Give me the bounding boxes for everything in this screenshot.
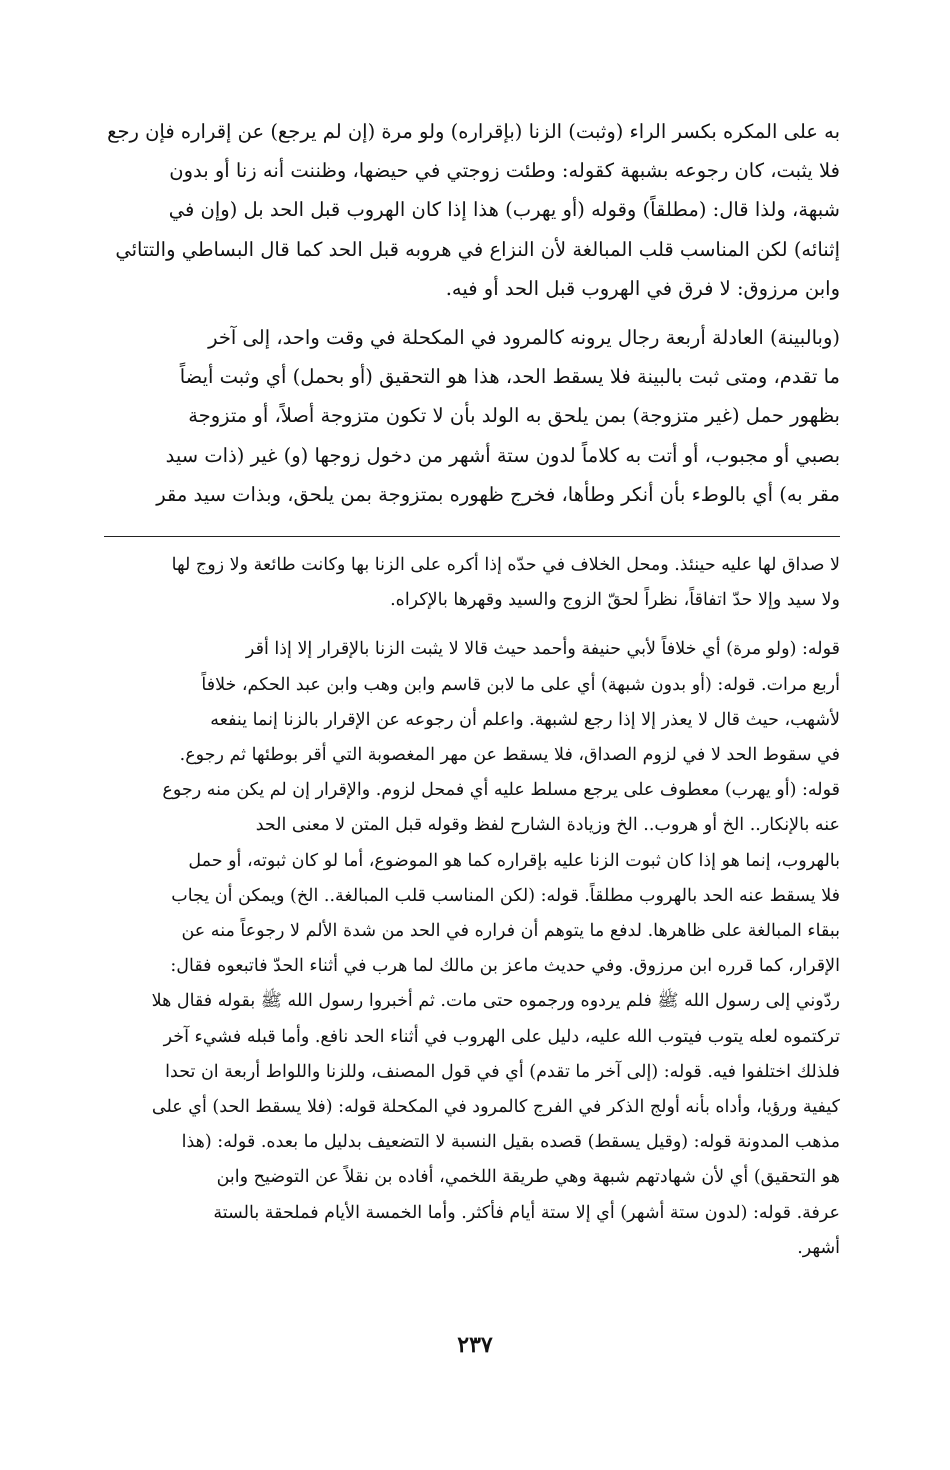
main-text [104, 112, 840, 514]
text-line: عنه بالإنكار.. الخ أو هروب.. الخ وزيادة الشارح لفظ وقوله قبل المتن لا معنى الحد [255, 815, 840, 836]
text-line: فلا يسقط عنه الحد بالهروب مطلقاً. قوله: (لكن المناسب قلب المبالغة.. الخ) ويمكن أن يجاب [171, 885, 840, 906]
text-line: قوله: (ولو مرة) أي خلافاً لأبي حنيفة وأحمد حيث قالا لا يثبت الزنا بالإقرار إلا إذا أقر [245, 639, 840, 660]
text-line: أشهر. [797, 1237, 840, 1258]
text-line: كيفية ورؤيا، وأداه بأنه أولج الذكر في الفرج كالمرود في المكحلة قوله: (فلا يسقط الحد) أي على [151, 1097, 840, 1118]
page-number: ٢٣٧ [457, 1332, 493, 1358]
text-line: به على المكره بكسر الراء (وثبت) الزنا (بإقراره) ولو مرة (إن لم يرجع) عن إقراره فإن رجع [107, 120, 840, 143]
text-line: هو التحقيق) أي لأن شهادتهم شبهة وهي طريقة اللخمي، أفاده بن نقلاً عن التوضيح وابن [216, 1167, 840, 1188]
text-line: ببقاء المبالغة على ظاهرها. لدفع ما يتوهم أن فراره في الحد من شدة الألم لا رجوعاً منه عن [181, 921, 840, 942]
text-line: ما تقدم، ومتى ثبت بالبينة فلا يسقط الحد، هذا هو التحقيق (أو بحمل) أي وثبت أيضاً [179, 365, 840, 389]
text-line: مذهب المدونة قوله: (وقيل يسقط) قصده بقيل النسبة لا التضعيف بدليل ما بعده. قوله: (هذا [181, 1132, 840, 1153]
text-line: مقر به) أي بالوطء بأن أنكر وطأها، فخرج ظهوره بمتزوجة بمن يلحق، وبذات سيد مقر [156, 482, 840, 506]
text-line: تركتموه لعله يتوب فيتوب الله عليه، دليل على الهروب في أثناء الحد نافع. وأما قبله فشيء آخر [163, 1026, 840, 1047]
text-line: شبهة، ولذا قال: (مطلقاً) وقوله (أو يهرب) هذا إذا كان الهروب قبل الحد بل (وإن في [168, 198, 840, 222]
commentary-text [104, 548, 840, 1266]
text-line: أربع مرات. قوله: (أو بدون شبهة) أي على ما لابن قاسم وابن وهب وابن عبد الحكم، خلافاً [201, 674, 840, 695]
text-line: (وبالبينة) العادلة أربعة رجال يرونه كالمرود في المكحلة في وقت واحد، إلى آخر [208, 326, 840, 350]
text-line: بظهور حمل (غير متزوجة) بمن يلحق به الولد بأن لا تكون متزوجة أصلاً، أو متزوجة [188, 404, 840, 428]
text-line: عرفة. قوله: (لدون ستة أشهر) أي إلا ستة أيام فأكثر. وأما الخمسة الأيام فملحقة بالستة [213, 1202, 840, 1223]
footnote-divider [104, 536, 840, 537]
text-line: فلا يثبت، كان رجوعه بشبهة كقوله: وطئت زوجتي في حيضها، وظننت أنه زنا أو بدون [169, 159, 840, 183]
text-line: فلذلك اختلفوا فيه. قوله: (إلى آخر ما تقدم) أي في قول المصنف، وللزنا واللواط أربعة ان تحدا [165, 1061, 840, 1082]
text-line: بصبي أو مجبوب، أو أتت به كلاماً لدون ستة أشهر من دخول زوجها (و) غير (ذات سيد [165, 443, 840, 467]
commentary-paragraph-2 [104, 632, 840, 1266]
text-line: ردّوني إلى رسول الله ﷺ فلم يردوه ورجموه حتى مات. ثم أخبروا رسول الله ﷺ بقوله فقال هلا [151, 991, 840, 1012]
main-paragraph-2 [104, 318, 840, 514]
text-line: وابن مرزوق: لا فرق في الهروب قبل الحد أو فيه. [445, 276, 840, 300]
text-line: ولا سيد وإلا حدّ اتفاقاً، نظراً لحقّ الزوج والسيد وقهرها بالإكراه. [390, 590, 840, 611]
text-line: لأشهب، حيث قال لا يعذر إلا إذا رجع لشبهة. واعلم أن رجوعه عن الإقرار بالزنا إنما ينفعه [210, 709, 840, 730]
text-line: الإقرار، كما قرره ابن مرزوق. وفي حديث ماعز بن مالك لما هرب في أثناء الحدّ فاتبعوه فقال: [170, 956, 840, 977]
text-line: بالهروب، إنما هو إذا كان ثبوت الزنا عليه بإقراره كما هو الموضوع، أما لو كان ثبوته، أو حمل [188, 850, 840, 871]
text-line: قوله: (أو يهرب) معطوف على يرجع مسلط عليه أي فمحل لزوم. والإقرار إن لم يكن منه رجوع [162, 780, 840, 801]
text-line: إثنائه) لكن المناسب قلب المبالغة لأن النزاع في هروبه قبل الحد كما قال البساطي والتتائي [115, 237, 840, 261]
text-line: لا صداق لها عليه حينئذ. ومحل الخلاف في حدّه إذا أكره على الزنا بها وكانت طائعة ولا زوج لها [171, 555, 840, 575]
text-line: في سقوط الحد لا في لزوم الصداق، فلا يسقط عن مهر المغصوبة التي أقر بوطئها ثم رجوع. [179, 745, 840, 766]
commentary-paragraph-1 [104, 548, 840, 618]
main-paragraph-1 [104, 112, 840, 308]
